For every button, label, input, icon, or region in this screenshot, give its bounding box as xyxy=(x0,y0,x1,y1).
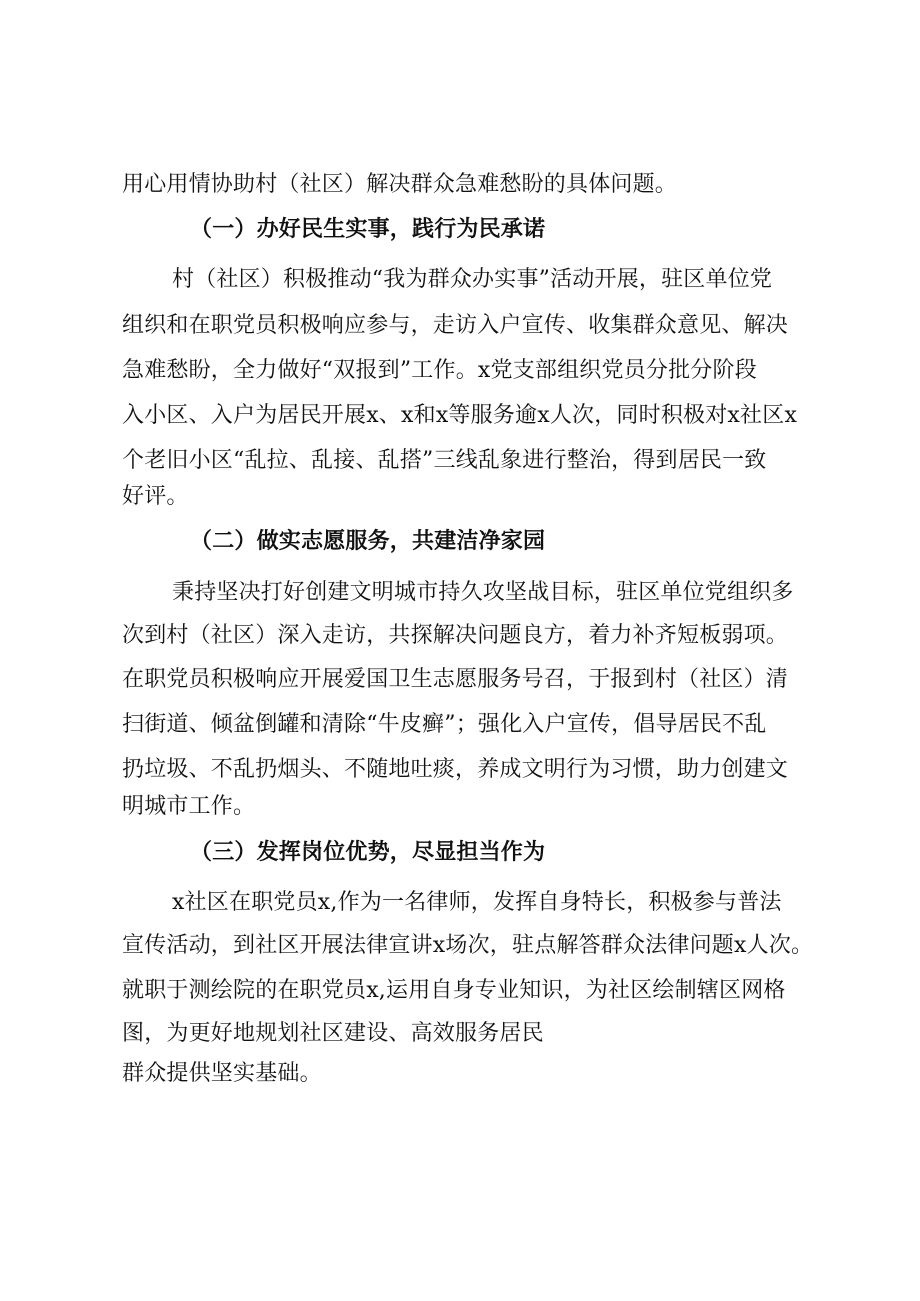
section-heading: （一）办好民生实事，践行为民承诺 xyxy=(190,217,546,242)
paragraph-line: 图，为更好地规划社区建设、高效服务居民 xyxy=(122,1021,544,1046)
paragraph-line: 秉持坚决打好创建文明城市持久攻坚战目标，驻区单位党组织多 xyxy=(172,580,794,605)
paragraph-line: 就职于测绘院的在职党员x,运用自身专业知识，为社区绘制辖区网格 xyxy=(122,978,786,1003)
paragraph-line: 扔垃圾、不乱扔烟头、不随地吐痰，养成文明行为习惯，助力创建文 xyxy=(122,757,789,782)
paragraph-line: 扫街道、倾盆倒罐和清除“牛皮癣”；强化入户宣传，倡导居民不乱 xyxy=(122,712,767,737)
paragraph-line: 好评。 xyxy=(122,484,189,509)
paragraph-line: 群众提供坚实基础。 xyxy=(122,1061,322,1086)
section-heading: （三）发挥岗位优势，尽显担当作为 xyxy=(190,840,546,865)
paragraph-line: 次到村（社区）深入走访，共探解决问题良方，着力补齐短板弱项。 xyxy=(122,623,789,648)
paragraph-line: 入小区、入户为居民开展x、x和x等服务逾x人次，同时积极对x社区x xyxy=(122,403,798,428)
paragraph-line: x社区在职党员x,作为一名律师，发挥自身特长，积极参与普法 xyxy=(172,890,782,915)
paragraph-line: 在职党员积极响应开展爱国卫生志愿服务号召，于报到村（社区）清 xyxy=(122,667,789,692)
paragraph-line: 个老旧小区“乱拉、乱接、乱搭”三线乱象进行整治，得到居民一致 xyxy=(122,448,767,473)
paragraph-line: 用心用情协助村（社区）解决群众急难愁盼的具体问题。 xyxy=(122,172,678,197)
section-heading: （二）做实志愿服务，共建洁净家园 xyxy=(190,529,546,554)
paragraph-line: 组织和在职党员积极响应参与，走访入户宣传、收集群众意见、解决 xyxy=(122,313,789,338)
paragraph-line: 明城市工作。 xyxy=(122,794,256,819)
paragraph-line: 急难愁盼，全力做好“双报到”工作。x党支部组织党员分批分阶段 xyxy=(122,358,757,383)
paragraph-line: 村（社区）积极推动“我为群众办实事”活动开展，驻区单位党 xyxy=(172,267,773,292)
paragraph-line: 宣传活动，到社区开展法律宣讲x场次，驻点解答群众法律问题x人次。 xyxy=(122,933,814,958)
